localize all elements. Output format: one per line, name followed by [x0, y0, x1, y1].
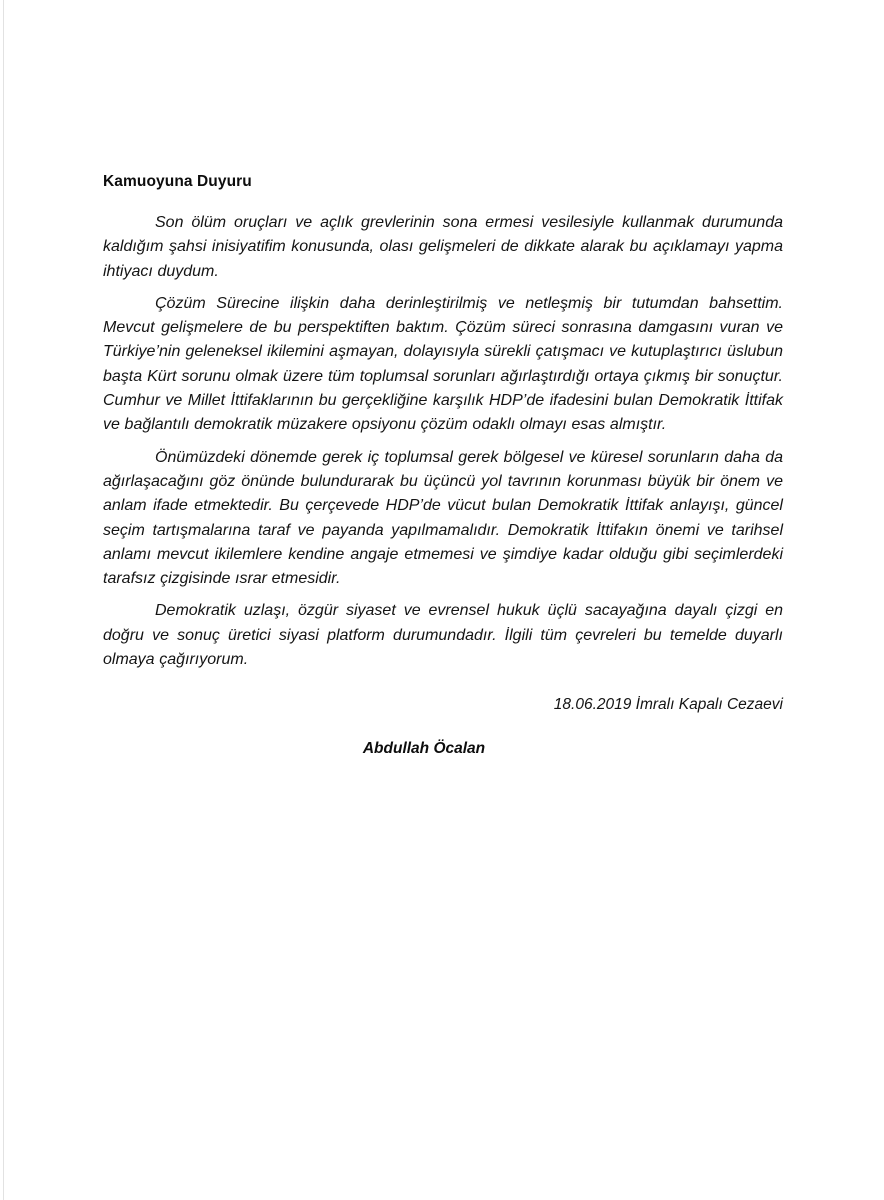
signature-block [103, 694, 783, 760]
page-edge-line [3, 0, 4, 1200]
page-title: Kamuoyuna Duyuru [103, 173, 252, 190]
paragraph-4: Demokratik uzlaşı, özgür siyaset ve evrensel hukuk üçlü sacayağına dayalı çizgi en doğru ve sonuç üretici siyasi platform durumundadır. İlgili tüm çevreleri bu temelde duyarlı olmaya çağırıyorum. [103, 602, 783, 669]
signature-name: Abdullah Öcalan [362, 740, 486, 758]
paragraph-1: Son ölüm oruçları ve açlık grevlerinin sona ermesi vesilesiyle kullanmak durumunda kaldığım şahsi inisiyatifim konusunda, olası gelişmeleri de dikkate alarak bu açıklamayı yapma ihtiyacı duydum. [103, 214, 783, 280]
document-body [103, 172, 783, 760]
paragraph-2: Çözüm Sürecine ilişkin daha derinleştirilmiş ve netleşmiş bir tutumdan bahsettim. Mevcut gelişmelere de bu perspektiften baktım. Çözüm süreci sonrasına damgasını vuran ve Türkiye’nin geleneksel ikilemini aşmayan, dolayısıyla sürekli çatışmacı ve kutuplaştırıcı üslubun başta Kürt sorunu olmak üzere tüm toplumsal sorunları ağırlaştırdığı ortaya çıkmış bir sonuçtur. Cumhur ve Millet İttifaklarının bu gerçekliğine karşılık HDP’de ifadesini bulan Demokratik İttifak ve bağlantılı demokratik müzakere opsiyonu çözüm odaklı olmayı esas almıştır. [103, 294, 783, 434]
signature-date-location: 18.06.2019 İmralı Kapalı Cezaevi [553, 696, 783, 714]
paragraph-3: Önümüzdeki dönemde gerek iç toplumsal gerek bölgesel ve küresel sorunların daha da ağırlaşacağını göz önünde bulundurarak bu üçüncü yol tavrının korunması büyük bir önem ve anlam ifade etmektedir. Bu çerçevede HDP’de vücut bulan Demokratik İttifak anlayışı, güncel seçim tartışmalarına taraf ve payanda yapılmamalıdır. Demokratik İttifakın önemi ve tarihsel anlamı mevcut ikilemlere kendine angaje etmemesi ve şimdiye kadar olduğu gibi seçimlerdeki tarafsız çizgisinde ısrar etmesidir. [103, 448, 783, 588]
